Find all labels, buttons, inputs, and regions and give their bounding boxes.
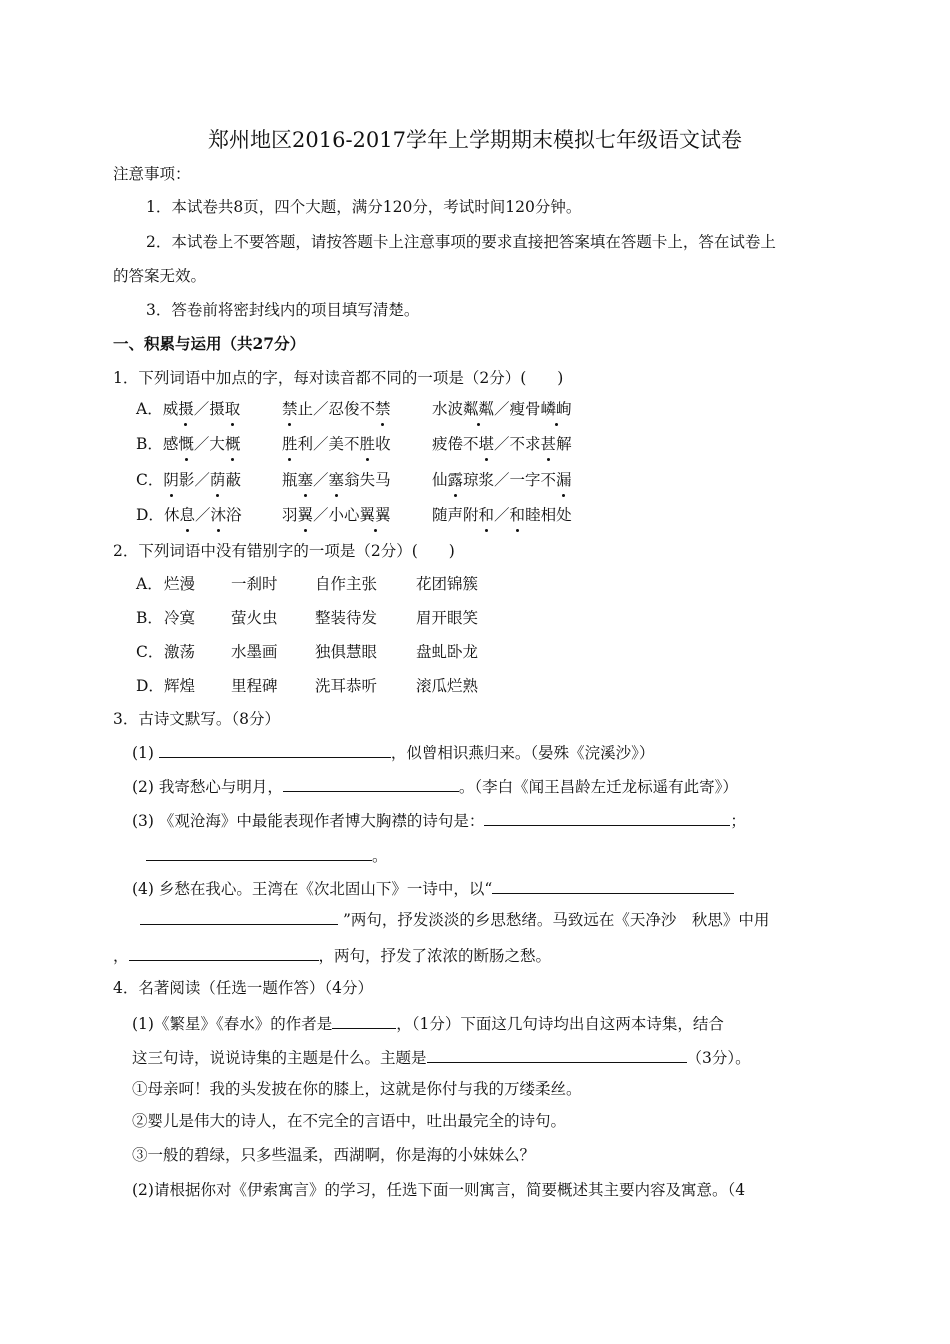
word: 感 <box>162 435 179 453</box>
q2-option-b-label: B． <box>136 609 163 627</box>
word: 疲倦不 <box>432 435 479 453</box>
q2-option-b-w2: 萤火虫 <box>231 609 278 627</box>
answer-blank[interactable] <box>492 876 734 894</box>
word: ／ <box>494 506 510 524</box>
q3-part-2 <box>132 774 738 798</box>
word: ／ <box>194 506 211 524</box>
word: 水波 <box>432 400 464 418</box>
q2-option-b-w3: 整装待发 <box>315 609 378 627</box>
dotted-char: 粼粼 <box>463 400 495 418</box>
word: 蔽 <box>225 471 241 489</box>
q2-option-c-w4: 盘虬卧龙 <box>416 643 479 661</box>
answer-blank[interactable] <box>484 808 730 826</box>
q2-option-c-w2: 水墨画 <box>231 643 278 661</box>
q2-option-a-label: A． <box>136 575 163 593</box>
word: 影 <box>178 471 195 489</box>
q2-option-b-w1: 冷寞 <box>164 609 196 627</box>
q1-option-a <box>136 398 240 420</box>
notes-heading: 注意事项： <box>113 165 191 183</box>
word: 羽 <box>282 506 298 524</box>
q2-option-d-label: D． <box>136 677 164 695</box>
q3-part-4-cont2 <box>113 943 551 967</box>
dotted-char: 和 <box>478 506 495 524</box>
q1-option-c-3 <box>432 469 572 491</box>
word: 止 <box>297 400 314 418</box>
word: 威 <box>162 400 179 418</box>
dotted-char: 禁 <box>282 400 298 418</box>
word: ／摄 <box>193 400 225 418</box>
word: 随声附 <box>432 506 479 524</box>
word: 解 <box>556 435 572 453</box>
dotted-char: 沐 <box>210 506 226 524</box>
option-label: A． <box>136 400 163 418</box>
word: 瓶 <box>282 471 298 489</box>
part-text: ，似曾相识燕归来。（晏殊《浣溪沙》） <box>390 744 655 762</box>
dotted-char: 荫 <box>209 471 226 489</box>
q3-stem: 3．古诗文默写。（8分） <box>113 710 280 728</box>
q4-poem-3: ③一般的碧绿，只多些温柔，西湖啊，你是海的小妹妹么？ <box>132 1146 536 1164</box>
answer-blank[interactable] <box>427 1045 687 1063</box>
part-text: (1)《繁星》《春水》的作者是 <box>132 1015 333 1033</box>
q3-part-4-cont <box>140 907 769 931</box>
word: 浴 <box>226 506 242 524</box>
q2-option-d-w1: 辉煌 <box>164 677 196 695</box>
answer-blank[interactable] <box>332 1011 396 1029</box>
dotted-char: 塞 <box>328 471 345 489</box>
notes-item-1: 1．本试卷共8页，四个大题，满分120分，考试时间120分钟。 <box>146 198 582 216</box>
dotted-char: 和 <box>509 506 526 524</box>
answer-blank[interactable] <box>129 943 319 961</box>
q1-option-b-3 <box>432 433 572 455</box>
q3-part-4 <box>132 876 734 900</box>
page-title: 郑州地区2016-2017学年上学期期末模拟七年级语文试卷 <box>208 128 742 152</box>
word: ／ <box>313 471 329 489</box>
section-heading: 一、积累与运用（共27分） <box>113 334 306 353</box>
word: ／大 <box>193 435 225 453</box>
part-text: 我寄愁心与明月， <box>158 778 283 796</box>
dotted-char: 塞 <box>297 471 314 489</box>
q1-option-b <box>136 433 240 455</box>
q1-option-b-2 <box>282 433 391 455</box>
answer-blank[interactable] <box>140 907 338 925</box>
dotted-char: 禁 <box>375 400 391 418</box>
dotted-char: 嶙峋 <box>540 400 572 418</box>
q1-option-a-3 <box>432 398 572 420</box>
part-text: ； <box>730 812 746 830</box>
answer-blank[interactable] <box>283 774 459 792</box>
part-number: (4) <box>132 880 154 898</box>
q2-option-a-w4: 花团锦簇 <box>416 575 479 593</box>
notes-item-2: 2．本试卷上不要答题，请按答题卡上注意事项的要求直接把答案填在答题卡上，答在试卷上 <box>146 233 776 251</box>
q1-option-d <box>136 504 242 526</box>
word: 琼浆／一字不 <box>463 471 557 489</box>
q2-option-c-w3: 独俱慧眼 <box>315 643 378 661</box>
q3-part-3-cont <box>146 843 388 867</box>
dotted-char: 取 <box>224 400 241 418</box>
q1-option-d-2 <box>282 504 391 526</box>
word: ／小心 <box>313 506 360 524</box>
word: ／忍俊不 <box>313 400 376 418</box>
dotted-char: 胜 <box>359 435 376 453</box>
q3-part-3 <box>132 808 746 832</box>
part-text: ，（1分）下面这几句诗均出自这两本诗集，结合 <box>396 1015 724 1033</box>
q2-option-a-w3: 自作主张 <box>315 575 378 593</box>
dotted-char: 阴 <box>163 471 179 489</box>
dotted-char: 甚 <box>540 435 557 453</box>
option-label: C． <box>136 471 164 489</box>
part-text: ”两句，抒发淡淡的乡思愁绪。马致远在《天净沙 秋思》中用 <box>342 911 770 929</box>
q1-option-a-2 <box>282 398 391 420</box>
q2-option-c-label: C． <box>136 643 164 661</box>
answer-blank[interactable] <box>146 843 372 861</box>
dotted-char: 漏 <box>556 471 572 489</box>
q1-option-c-2 <box>282 469 391 491</box>
dotted-char: 息 <box>179 506 195 524</box>
q2-option-a-w2: 一刹时 <box>231 575 278 593</box>
q4-stem: 4．名著阅读（任选一题作答）（4分） <box>113 979 373 997</box>
part-text: 《观沧海》中最能表现作者博大胸襟的诗句是： <box>158 812 485 830</box>
word: 翁失马 <box>344 471 391 489</box>
answer-blank[interactable] <box>159 740 391 758</box>
word: 利 <box>297 435 314 453</box>
q4-poem-2: ②婴儿是伟大的诗人，在不完全的言语中，吐出最完全的诗句。 <box>132 1112 567 1130</box>
q4-sub-2: (2)请根据你对《伊索寓言》的学习，任选下面一则寓言，简要概述其主要内容及寓意。（4 <box>132 1181 746 1199</box>
part-text: 这三句诗，说说诗集的主题是什么。主题是 <box>132 1049 427 1067</box>
dotted-char: 翼翼 <box>359 506 391 524</box>
part-text: （3分）。 <box>686 1049 751 1067</box>
word: 收 <box>375 435 391 453</box>
q4-sub-1-cont <box>132 1045 751 1069</box>
q4-sub-1 <box>132 1011 724 1035</box>
word: 睦相处 <box>525 506 572 524</box>
part-text: 乡愁在我心。王湾在《次北固山下》一诗中，以“ <box>158 880 493 898</box>
part-number: (3) <box>132 812 154 830</box>
q3-part-1 <box>132 740 654 764</box>
q4-poem-1: ①母亲呵！我的头发披在你的膝上，这就是你付与我的万缕柔丝。 <box>132 1080 582 1098</box>
q2-option-b-w4: 眉开眼笑 <box>416 609 479 627</box>
word: ／不求 <box>494 435 541 453</box>
q2-option-d-w3: 洗耳恭听 <box>315 677 378 695</box>
q2-option-d-w4: 滚瓜烂熟 <box>416 677 479 695</box>
dotted-char: 露 <box>447 471 464 489</box>
notes-item-3: 3．答卷前将密封线内的项目填写清楚。 <box>146 301 420 319</box>
part-number: (2) <box>132 778 154 796</box>
q2-option-d-w2: 里程碑 <box>231 677 278 695</box>
part-text: ，两句，抒发了浓浓的断肠之愁。 <box>318 947 552 965</box>
q1-stem: 1．下列词语中加点的字，每对读音都不同的一项是（2分）( ) <box>113 369 564 387</box>
q1-option-d-3 <box>432 504 572 526</box>
notes-item-2-cont: 的答案无效。 <box>113 267 207 285</box>
q2-option-c-w1: 激荡 <box>164 643 196 661</box>
word: ／瘦骨 <box>494 400 541 418</box>
word: 休 <box>163 506 180 524</box>
dotted-char: 概 <box>224 435 241 453</box>
part-text: 。 <box>372 847 388 865</box>
part-text: 。（李白《闻王昌龄左迁龙标遥有此寄》） <box>458 778 738 796</box>
word: ／ <box>194 471 210 489</box>
dotted-char: 胜 <box>282 435 298 453</box>
dotted-char: 翼 <box>297 506 314 524</box>
part-text: ， <box>113 947 129 965</box>
q1-option-c <box>136 469 241 491</box>
word: 仙 <box>432 471 448 489</box>
option-label: D． <box>136 506 164 524</box>
dotted-char: 摄 <box>178 400 194 418</box>
word: ／美不 <box>313 435 360 453</box>
option-label: B． <box>136 435 163 453</box>
q2-stem: 2．下列词语中没有错别字的一项是（2分）( ) <box>113 542 455 560</box>
q2-option-a-w1: 烂漫 <box>164 575 196 593</box>
part-number: (1) <box>132 744 154 762</box>
dotted-char: 慨 <box>178 435 194 453</box>
dotted-char: 堪 <box>478 435 495 453</box>
